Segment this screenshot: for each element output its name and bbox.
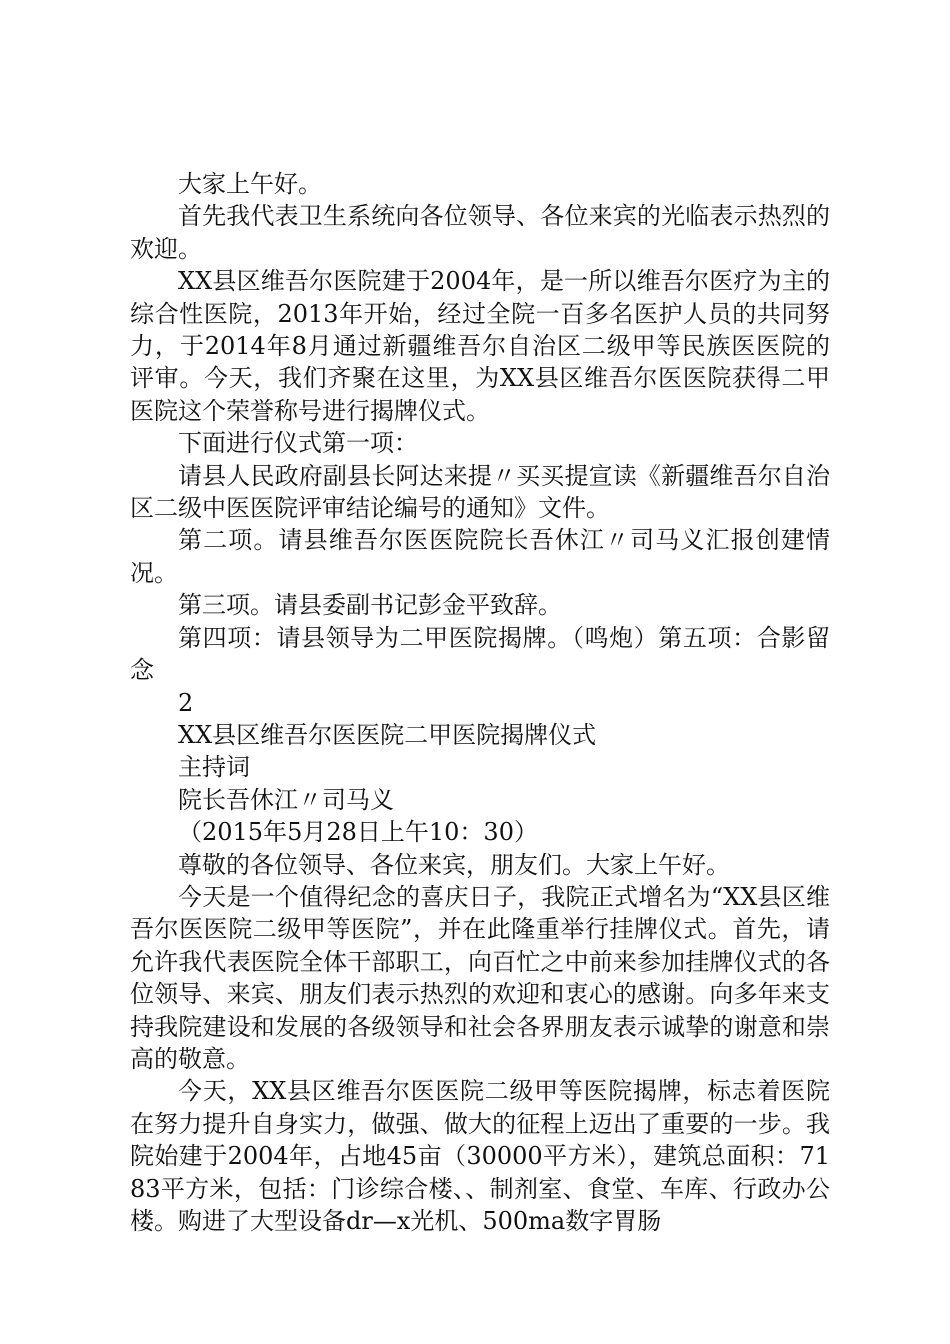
paragraph-hospital-intro: XX县区维吾尔医院建于2004年，是一所以维吾尔医疗为主的综合性医院，2013年开始，经过全院一百多名医护人员的共同努力，于2014年8月通过新疆维吾尔自治区二级甲等民族医医院的评审。今天，我们齐聚在这里，为XX县区维吾尔医医院获得二甲医院这个荣誉称号进行揭牌仪式。 xyxy=(130,267,830,425)
document-body xyxy=(130,168,830,1237)
section-title: XX县区维吾尔医医院二甲医院揭牌仪式 xyxy=(178,720,597,749)
paragraph-hospital-history: 今天，XX县区维吾尔医医院二级甲等医院揭牌，标志着医院在努力提升自身实力，做强、做大的征程上迈出了重要的一步。我院始建于2004年，占地45亩（30000平方米），建筑总面积：7183平方米，包括：门诊综合楼、、制剂室、食堂、车库、行政办公楼。购进了大型设备dr—x光机、500ma数字胃肠 xyxy=(130,1077,830,1235)
paragraph-greeting: 大家上午好。 xyxy=(178,170,322,198)
event-datetime: （2015年5月28日上午10：30） xyxy=(178,818,538,847)
section-number: 2 xyxy=(178,688,194,717)
paragraph-welcome: 首先我代表卫生系统向各位领导、各位来宾的光临表示热烈的欢迎。 xyxy=(130,202,830,263)
paragraph-salutation: 尊敬的各位领导、各位来宾，朋友们。大家上午好。 xyxy=(178,850,730,879)
speaker-name: 院长吾休江〃司马义 xyxy=(178,785,394,814)
section-subtitle: 主持词 xyxy=(178,753,250,782)
paragraph-item-one: 请县人民政府副县长阿达来提〃买买提宣读《新疆维吾尔自治区二级中医医院评审结论编号的通知》文件。 xyxy=(130,461,830,523)
paragraph-item-three: 第三项。请县委副书记彭金平致辞。 xyxy=(178,591,562,620)
paragraph-opening-speech: 今天是一个值得纪念的喜庆日子，我院正式增名为“XX县区维吾尔医医院二级甲等医院”，并在此隆重举行挂牌仪式。首先，请允许我代表医院全体干部职工，向百忙之中前来参加挂牌仪式的各位领导、来宾、朋友们表示热烈的欢迎和衷心的感谢。向多年来支持我院建设和发展的各级领导和社会各界朋友表示诚挚的谢意和崇高的敬意。 xyxy=(130,882,830,1073)
paragraph-item-two: 第二项。请县维吾尔医医院院长吾休江〃司马义汇报创建情况。 xyxy=(130,526,830,587)
paragraph-item-four-five: 第四项：请县领导为二甲医院揭牌。（鸣炮）第五项：合影留念 xyxy=(130,623,830,685)
paragraph-item-one-heading: 下面进行仪式第一项： xyxy=(178,429,418,458)
